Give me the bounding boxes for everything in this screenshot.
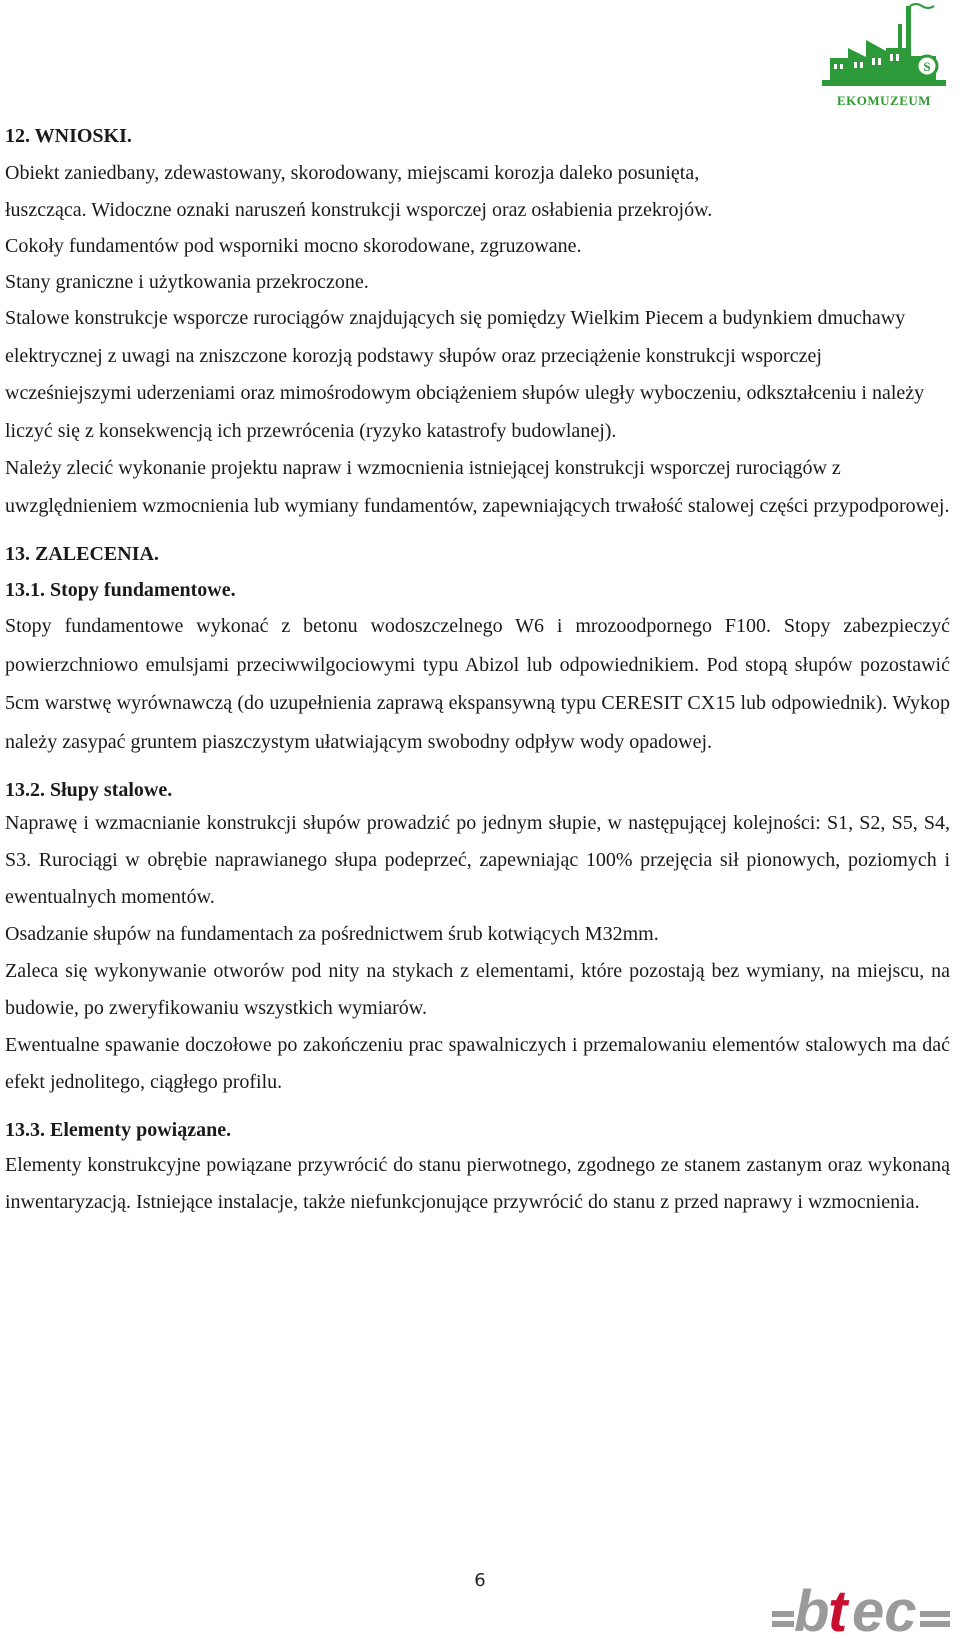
logo-text: EKOMUZEUM — [836, 93, 932, 108]
wnioski-line-2: łuszcząca. Widoczne oznaki naruszeń konstrukcji wsporczej oraz osłabienia przekrojów. — [5, 199, 713, 221]
slupy-paragraph-2: Osadzanie słupów na fundamentach za pośrednictwem śrub kotwiących M32mm. — [5, 923, 659, 945]
section-heading-wnioski: 12. WNIOSKI. — [5, 125, 132, 147]
svg-text:S: S — [923, 59, 931, 74]
stopy-paragraph: Stopy fundamentowe wykonać z betonu wodoszczelnego W6 i mrozoodpornego F100. Stopy zabezpieczyć powierzchniowo emulsjami przeciwwilgociowymi typu Abizol lub odpowiednikiem. Pod stopą słupów pozostawić 5cm warstwę wyrównawczą (do uzupełnienia zaprawą ekspansywną typu CERESIT CX15 lub odpowiednik). Wykop należy zasypać gruntem piaszczystym ułatwiającym swobodny odpływ wody opadowej. — [5, 615, 950, 753]
wnioski-line-3: Cokoły fundamentów pod wsporniki mocno skorodowane, zgruzowane. — [5, 235, 582, 257]
section-heading-zalecenia: 13. ZALECENIA. — [5, 543, 159, 565]
btec-logo-graphic — [770, 1575, 955, 1637]
svg-text:ec: ec — [852, 1579, 917, 1637]
document-body — [5, 120, 950, 1221]
svg-text:t: t — [828, 1579, 848, 1637]
subsection-heading-stopy: 13.1. Stopy fundamentowe. — [5, 579, 236, 601]
slupy-paragraph-1: Naprawę i wzmacnianie konstrukcji słupów prowadzić po jednym słupie, w następującej kolejności: S1, S2, S5, S4, S3. Rurociągi w obrębie naprawianego słupa podeprzeć, zapewniając 100% przejęcia sił pionowych, poziomych i ewentualnych momentów. — [5, 812, 950, 908]
svg-text:b: b — [794, 1579, 830, 1637]
page-number: 6 — [474, 1570, 486, 1591]
slupy-paragraph-3: Zaleca się wykonywanie otworów pod nity na stykach z elementami, które pozostają bez wymiany, na miejscu, na budowie, po zweryfikowaniu wszystkich wymiarów. — [5, 960, 950, 1019]
subsection-heading-elementy: 13.3. Elementy powiązane. — [5, 1119, 232, 1141]
wnioski-line-4: Stany graniczne i użytkowania przekroczone. — [5, 271, 369, 293]
wnioski-line-1: Obiekt zaniedbany, zdewastowany, skorodowany, miejscami korozja daleko posunięta, — [5, 162, 700, 184]
wnioski-paragraph-3: Należy zlecić wykonanie projektu napraw i wzmocnienia istniejącej konstrukcji wsporczej rurociągów z uwzględnieniem wzmocnienia lub wymiany fundamentów, zapewniających trwałość stalowej części przypodporowej. — [5, 457, 950, 517]
subsection-heading-slupy: 13.2. Słupy stalowe. — [5, 779, 173, 801]
factory-icon — [818, 2, 950, 94]
elementy-paragraph: Elementy konstrukcyjne powiązane przywrócić do stanu pierwotnego, zgodnego ze stanem zastanym oraz wykonaną inwentaryzacją. Istniejące instalacje, także niefunkcjonujące przywrócić do stanu z przed naprawy i wzmocnienia. — [5, 1154, 950, 1213]
wnioski-paragraph-2: Stalowe konstrukcje wsporcze rurociągów znajdujących się pomiędzy Wielkim Piecem a budynkiem dmuchawy elektrycznej z uwagi na zniszczone korozją podstawy słupów oraz przeciążenie konstrukcji wsporczej wcześniejszymi uderzeniami oraz mimośrodowym obciążeniem słupów uległy wyboczeniu, odkształceniu i należy liczyć się z konsekwencją ich przewrócenia (ryzyko katastrofy budowlanej). — [5, 307, 925, 442]
slupy-paragraph-4: Ewentualne spawanie doczołowe po zakończeniu prac spawalniczych i przemalowaniu elementów stalowych ma dać efekt jednolitego, ciągłego profilu. — [5, 1034, 950, 1093]
btec-logo — [770, 1575, 955, 1637]
wnioski-lines — [5, 155, 950, 300]
ekomuzeum-logo — [818, 2, 950, 110]
